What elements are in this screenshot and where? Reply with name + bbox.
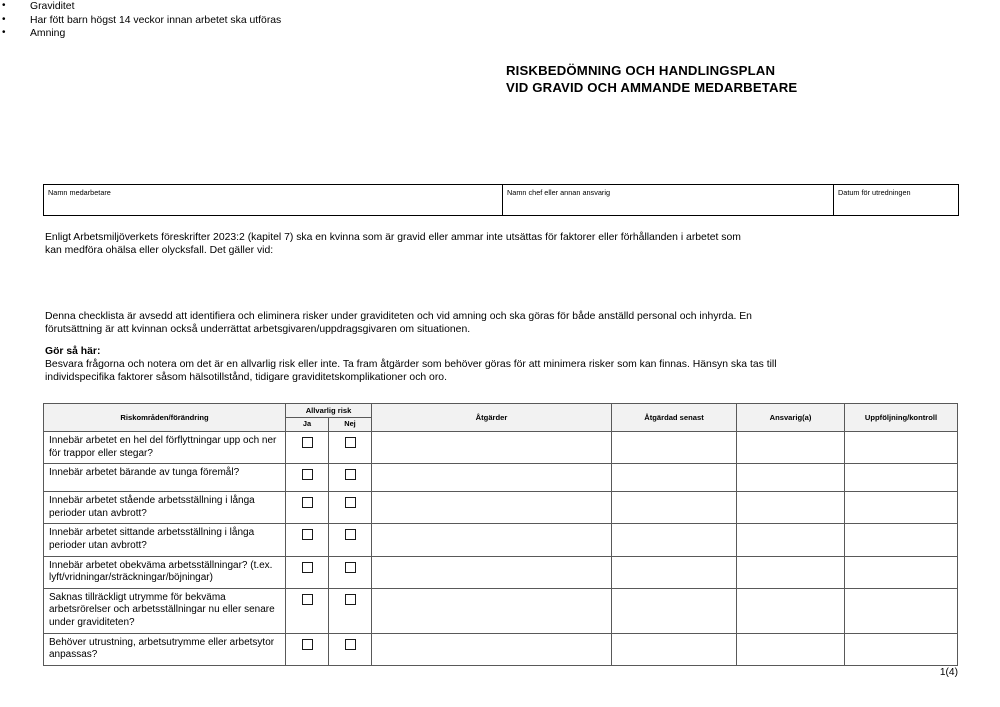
field-datum-utredning[interactable]: Datum för utredningen — [834, 185, 959, 216]
intro-paragraph: Enligt Arbetsmiljöverkets föreskrifter 2023:2 (kapitel 7) ska en kvinna som är gravid eller ammar inte utsättas för faktorer eller förhållanden i arbetet som kan medföra ohälsa eller olycksfall. Det gäller vid: — [45, 232, 741, 257]
checkbox-nej[interactable] — [345, 469, 356, 480]
field-namn-chef[interactable]: Namn chef eller annan ansvarig — [503, 185, 834, 216]
checklist-header-row — [44, 404, 958, 418]
checkbox-ja[interactable] — [302, 562, 313, 573]
cell-uppfoljning[interactable] — [845, 432, 958, 464]
purpose-paragraph: Denna checklista är avsedd att identifiera och eliminera risker under graviditeten och vid amning och ska göras för både anställd personal och inhyrda. En förutsättning är att kvinnan också underrättat arbetsgivaren/uppdragsgivaren om situationen. — [45, 311, 752, 336]
checkbox-nej-cell[interactable] — [329, 633, 372, 665]
checklist-body — [44, 432, 958, 666]
checkbox-ja[interactable] — [302, 437, 313, 448]
howto-heading: Gör så här: — [45, 346, 101, 357]
checkbox-nej[interactable] — [345, 497, 356, 508]
cell-atgarder[interactable] — [372, 524, 612, 556]
risk-question: Innebär arbetet bärande av tunga föremål? — [44, 464, 286, 492]
cell-atgarder[interactable] — [372, 556, 612, 588]
table-row — [44, 492, 958, 524]
checkbox-nej[interactable] — [345, 437, 356, 448]
page-number: 1(4) — [939, 667, 958, 678]
title-line-1: RISKBEDÖMNING OCH HANDLINGSPLAN — [506, 63, 776, 78]
cell-senast[interactable] — [612, 556, 737, 588]
cell-atgarder[interactable] — [372, 464, 612, 492]
risk-question: Innebär arbetet en hel del förflyttningar upp och ner för trappor eller stegar? — [44, 432, 286, 464]
cell-atgarder[interactable] — [372, 633, 612, 665]
page-title — [506, 62, 966, 96]
risk-checklist-table — [43, 403, 958, 666]
table-row — [44, 432, 958, 464]
cell-ansvarig[interactable] — [737, 633, 845, 665]
list-item: • Graviditet — [0, 0, 650, 14]
checkbox-nej-cell[interactable] — [329, 432, 372, 464]
checkbox-nej-cell[interactable] — [329, 492, 372, 524]
checkbox-ja-cell[interactable] — [286, 524, 329, 556]
risk-question: Saknas tillräckligt utrymme för bekväma arbetsrörelser och arbetsställningar nu eller senare under graviditeten? — [44, 588, 286, 633]
checkbox-ja-cell[interactable] — [286, 492, 329, 524]
cell-uppfoljning[interactable] — [845, 464, 958, 492]
risk-question: Innebär arbetet sittande arbetsställning i långa perioder utan avbrott? — [44, 524, 286, 556]
cell-senast[interactable] — [612, 464, 737, 492]
risk-question: Innebär arbetet stående arbetsställning i långa perioder utan avbrott? — [44, 492, 286, 524]
cell-ansvarig[interactable] — [737, 556, 845, 588]
checkbox-ja-cell[interactable] — [286, 464, 329, 492]
identity-table — [43, 184, 959, 216]
cell-uppfoljning[interactable] — [845, 588, 958, 633]
cell-ansvarig[interactable] — [737, 492, 845, 524]
checkbox-ja-cell[interactable] — [286, 556, 329, 588]
table-row — [44, 556, 958, 588]
cell-senast[interactable] — [612, 432, 737, 464]
table-row — [44, 588, 958, 633]
header-atgarder: Åtgärder — [372, 404, 612, 432]
cell-atgarder[interactable] — [372, 432, 612, 464]
checkbox-ja[interactable] — [302, 497, 313, 508]
header-ansvarig: Ansvarig(a) — [737, 404, 845, 432]
cell-uppfoljning[interactable] — [845, 524, 958, 556]
cell-senast[interactable] — [612, 524, 737, 556]
cell-ansvarig[interactable] — [737, 464, 845, 492]
checkbox-nej-cell[interactable] — [329, 464, 372, 492]
header-uppfoljning: Uppföljning/kontroll — [845, 404, 958, 432]
header-riskomraden: Riskområden/förändring — [44, 404, 286, 432]
checkbox-nej-cell[interactable] — [329, 556, 372, 588]
header-atgardad-senast: Åtgärdad senast — [612, 404, 737, 432]
risk-question: Innebär arbetet obekväma arbetsställningar? (t.ex. lyft/vridningar/sträckningar/böjningar) — [44, 556, 286, 588]
cell-ansvarig[interactable] — [737, 588, 845, 633]
checkbox-nej[interactable] — [345, 529, 356, 540]
cell-senast[interactable] — [612, 588, 737, 633]
table-row — [44, 464, 958, 492]
cell-ansvarig[interactable] — [737, 432, 845, 464]
checkbox-nej[interactable] — [345, 639, 356, 650]
header-allvarlig-risk: Allvarlig risk — [286, 404, 372, 418]
title-line-2: VID GRAVID OCH AMMANDE MEDARBETARE — [506, 80, 798, 95]
checkbox-nej-cell[interactable] — [329, 588, 372, 633]
checkbox-nej[interactable] — [345, 562, 356, 573]
checkbox-ja[interactable] — [302, 469, 313, 480]
risk-question: Behöver utrustning, arbetsutrymme eller arbetsytor anpassas? — [44, 633, 286, 665]
checkbox-ja[interactable] — [302, 639, 313, 650]
cell-uppfoljning[interactable] — [845, 492, 958, 524]
table-row — [44, 633, 958, 665]
table-row — [44, 524, 958, 556]
list-item: • Har fött barn högst 14 veckor innan arbetet ska utföras — [0, 14, 650, 28]
howto-paragraph: Besvara frågorna och notera om det är en allvarlig risk eller inte. Ta fram åtgärder som behöver göras för att minimera risker som kan finnas. Hänsyn ska tas till individspecifika faktorer såsom hälsotillstånd, tidigare graviditetskomplikationer och oro. — [45, 359, 777, 384]
cell-senast[interactable] — [612, 633, 737, 665]
checkbox-ja[interactable] — [302, 529, 313, 540]
header-nej: Nej — [329, 418, 372, 432]
list-item: • Amning — [0, 27, 650, 41]
identity-row — [44, 185, 959, 216]
checkbox-ja-cell[interactable] — [286, 432, 329, 464]
cell-atgarder[interactable] — [372, 588, 612, 633]
checkbox-ja-cell[interactable] — [286, 633, 329, 665]
cell-senast[interactable] — [612, 492, 737, 524]
checkbox-ja-cell[interactable] — [286, 588, 329, 633]
cell-uppfoljning[interactable] — [845, 556, 958, 588]
cell-uppfoljning[interactable] — [845, 633, 958, 665]
intro-bullet-list — [0, 0, 650, 41]
header-ja: Ja — [286, 418, 329, 432]
cell-ansvarig[interactable] — [737, 524, 845, 556]
checkbox-nej[interactable] — [345, 594, 356, 605]
checkbox-nej-cell[interactable] — [329, 524, 372, 556]
cell-atgarder[interactable] — [372, 492, 612, 524]
checkbox-ja[interactable] — [302, 594, 313, 605]
field-namn-medarbetare[interactable]: Namn medarbetare — [44, 185, 503, 216]
